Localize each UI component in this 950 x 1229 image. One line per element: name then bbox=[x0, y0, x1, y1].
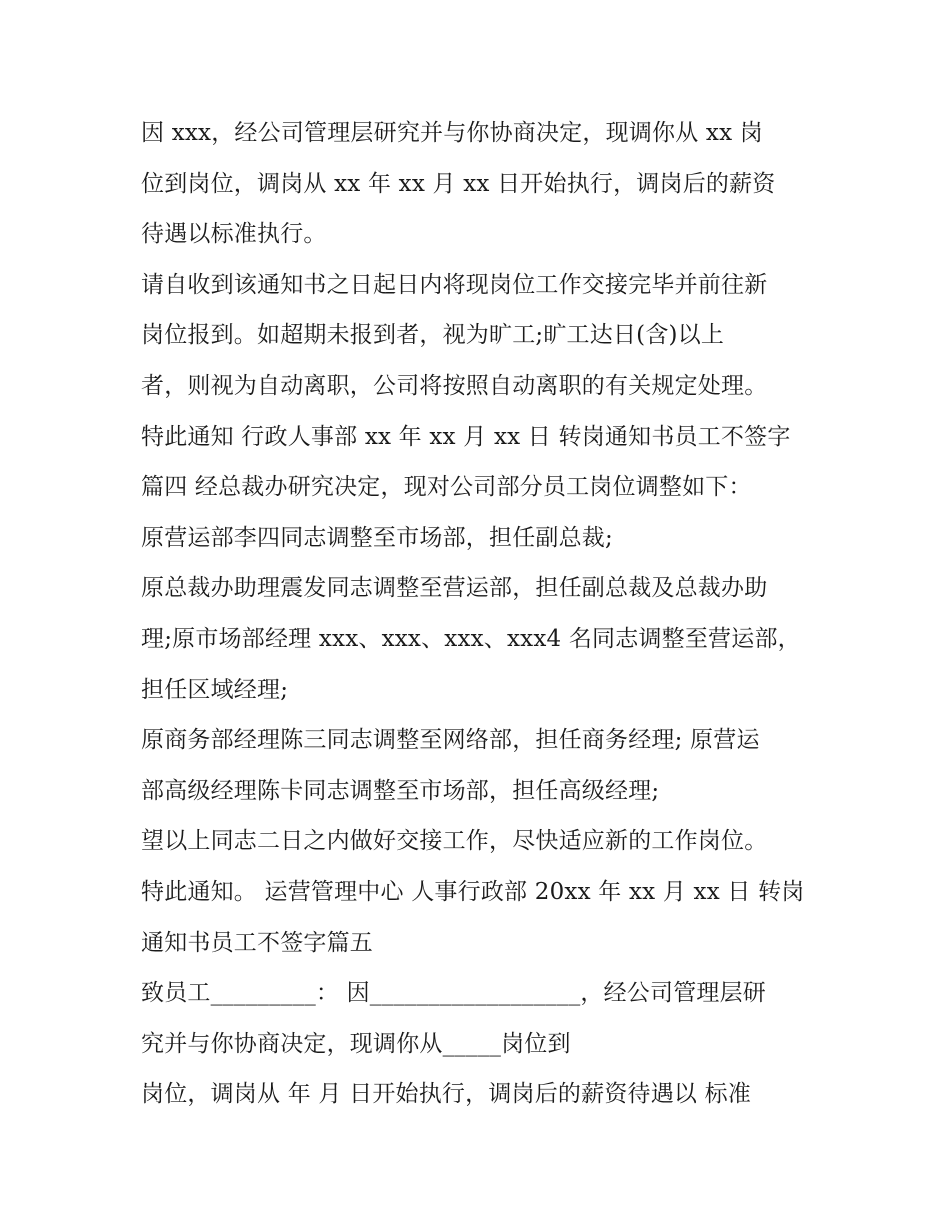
text-line: 原商务部经理陈三同志调整至网络部，担任商务经理; 原营运 bbox=[141, 727, 760, 754]
text-line: 特此通知。 运营管理中心 人事行政部 20xx 年 xx 月 xx 日 转岗 bbox=[141, 878, 805, 905]
text-line: 理;原市场部经理 xxx、xxx、xxx、xxx4 名同志调整至营运部， bbox=[141, 625, 801, 652]
text-line: 请自收到该通知书之日起日内将现岗位工作交接完毕并前往新 bbox=[141, 271, 768, 298]
text-line: 位到岗位，调岗从 xx 年 xx 月 xx 日开始执行，调岗后的薪资 bbox=[141, 170, 776, 197]
text-line: 原总裁办助理震发同志调整至营运部，担任副总裁及总裁办助 bbox=[141, 575, 768, 602]
document-body bbox=[141, 108, 841, 1120]
text-line: 待遇以标准执行。 bbox=[141, 221, 327, 248]
text-line: 部高级经理陈卡同志调整至市场部，担任高级经理; bbox=[141, 777, 660, 804]
text-line: 因 xxx，经公司管理层研究并与你协商决定，现调你从 xx 岗 bbox=[141, 120, 763, 146]
text-line: 岗位，调岗从 年 月 日开始执行，调岗后的薪资待遇以 标准 bbox=[141, 1081, 752, 1108]
text-line: 究并与你协商决定，现调你从_____岗位到 bbox=[141, 1030, 571, 1057]
text-line: 望以上同志二日之内做好交接工作，尽快适应新的工作岗位。 bbox=[141, 828, 768, 855]
text-line: 篇四 经总裁办研究决定，现对公司部分员工岗位调整如下： bbox=[141, 474, 752, 501]
text-line: 原营运部李四同志调整至市场部，担任副总裁; bbox=[141, 524, 613, 551]
text-line: 者，则视为自动离职，公司将按照自动离职的有关规定处理。 bbox=[141, 372, 768, 399]
text-line: 通知书员工不签字篇五 bbox=[141, 929, 373, 956]
text-line: 岗位报到。如超期未报到者，视为旷工;旷工达日(含)以上 bbox=[141, 322, 725, 349]
text-line: 特此通知 行政人事部 xx 年 xx 月 xx 日 转岗通知书员工不签字 bbox=[141, 423, 791, 450]
text-line: 担任区域经理; bbox=[141, 676, 289, 703]
text-line: 致员工_________： 因__________________，经公司管理层研 bbox=[141, 980, 767, 1007]
